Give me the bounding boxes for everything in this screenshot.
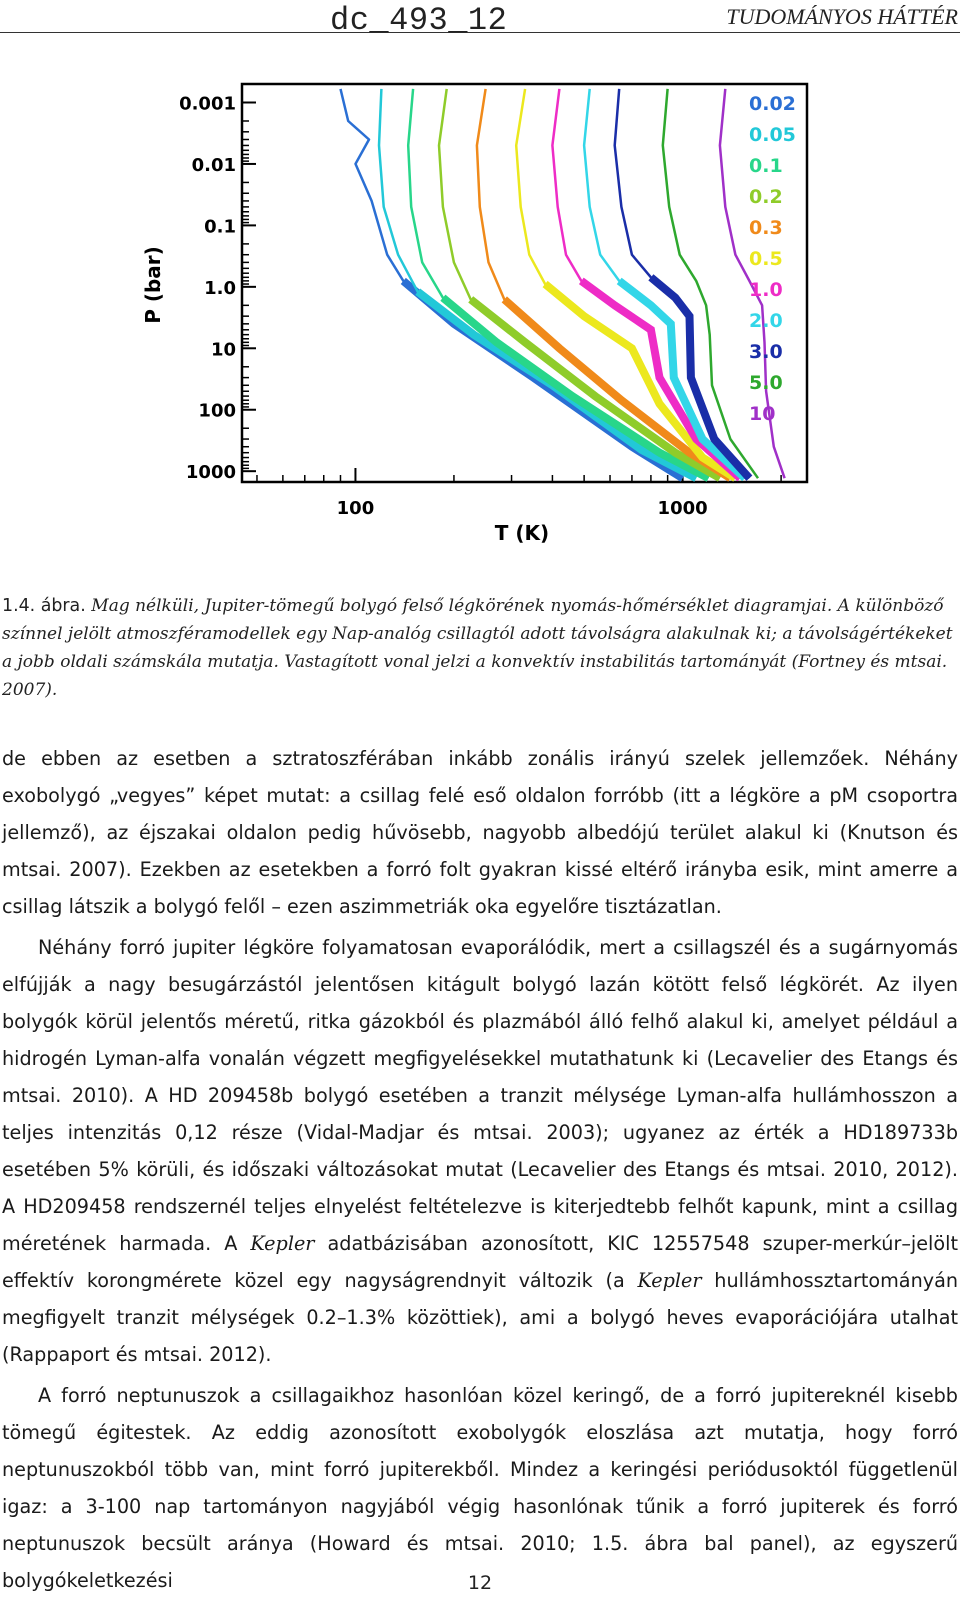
legend-label-0.05: 0.05 <box>749 124 796 146</box>
y-tick-label: 10 <box>210 339 236 361</box>
plot-frame <box>242 84 807 482</box>
legend-label-1.0: 1.0 <box>749 279 783 301</box>
caption-text: Mag nélküli, Jupiter-tömegű bolygó felső légkörének nyomás-hőmérséklet diagramjai. A különböző színnel jelölt atmoszféramodellek egy Nap-analóg csillagtól adott távolságra alakulnak ki; a távolságértékeket a jobb oldali számskála mutatja. Vastagított vonal jelzi a konvektív instabilitás tartományát (Fortney és mtsai. 2007). <box>2 596 953 700</box>
x-axis-label: T (K) <box>494 521 550 545</box>
paragraph-1: de ebben az esetben a sztratoszférában inkább zonális irányú szelek jellemzőek. Néhány exobolygó „vegyes” képet mutat: a csillag felé eső oldalon forróbb (itt a légköre a pM csoportra jellemző), az éjszakai oldalon pedig hűvösebb, nagyobb albedójú terület alakul ki (Knutson és mtsai. 2007). Ezekben az esetekben a forró folt gyakran kissé eltérő irányba esik, mint amerre a csillag látszik a bolygó felől – ezen aszimmetriák oka egyelőre tisztázatlan. <box>2 747 958 918</box>
legend-label-0.02: 0.02 <box>749 93 796 115</box>
page-number: 12 <box>467 1572 493 1594</box>
paragraph-2 <box>2 929 958 1373</box>
body-text <box>2 740 958 1599</box>
x-tick-label: 100 <box>336 498 375 519</box>
section-title: TUDOMÁNYOS HÁTTÉR <box>726 4 958 29</box>
figure-caption <box>2 592 958 704</box>
pt-diagram-figure <box>141 70 850 580</box>
pressure-temperature-chart <box>141 70 850 580</box>
legend-label-3.0: 3.0 <box>749 341 783 363</box>
y-tick-label: 1.0 <box>204 277 236 299</box>
paragraph-2-part-a: Néhány forró jupiter légköre folyamatosan evaporálódik, mert a csillagszél és a sugárnyomás elfújják a nagy besugárzástól jelentősen kitágult bolygó lazán kötött felső légkörét. Az ilyen bolygók körül jelentős méretű, ritka gázokból és plazmából álló felhő alakul ki, amelyet például a hidrogén Lyman-alfa vonalán végzett megfigyelésekkel mutathatunk ki (Lecavelier des Etangs és mtsai. 2010). A HD 209458b bolygó esetében a tranzit mélysége Lyman-alfa hullámhosszon a teljes intenzitás 0,12 része (Vidal-Madjar és mtsai. 2003); ugyanez az érték a HD189733b esetében 5% körüli, és időszaki változásokat mutat (Lecavelier des Etangs és mtsai. 2010, 2012). A HD209458 rendszernél teljes elnyelést feltételezve is kiterjedtebb felhőt kapunk, mint a csillag méretének harmada. A <box>2 936 958 1255</box>
paragraph-3: A forró neptunuszok a csillagaikhoz hasonlóan közel keringő, de a forró jupitereknél kisebb tömegű égitestek. Az eddig azonosított exobolygók eloszlása azt mutatja, hogy forró neptunuszokból több van, mint forró jupiterekből. Mindez a keringési periódusoktól függetlenül igaz: a 3-100 nap tartományon nagyjából végig hasonlónak tűnik a forró jupiterek és forró neptunuszok becsült aránya (Howard és mtsai. 2010; 1.5. ábra bal panel), az egyszerű bolygókeletkezési <box>2 1384 958 1592</box>
x-tick-label: 1000 <box>657 498 708 519</box>
legend-label-5.0: 5.0 <box>749 372 783 394</box>
y-tick-label: 0.001 <box>179 93 236 115</box>
y-tick-label: 100 <box>198 400 236 422</box>
legend-label-0.1: 0.1 <box>749 155 783 177</box>
kepler-term: Kepler <box>637 1269 702 1292</box>
y-tick-label: 0.1 <box>204 216 236 238</box>
legend-label-10: 10 <box>749 403 776 425</box>
paragraph-2-part-b: adatbázisában azonosított, KIC 12557548 szuper-merkúr–jelölt effektív korongmérete közel egy nagyságrendnyit változik (a <box>2 1232 958 1292</box>
document-id: dc_493_12 <box>330 2 508 39</box>
y-tick-label: 1000 <box>185 462 236 484</box>
legend-label-0.2: 0.2 <box>749 186 783 208</box>
y-axis-label: P (bar) <box>141 246 165 324</box>
running-header <box>0 0 960 39</box>
y-tick-label: 0.01 <box>191 154 236 176</box>
caption-label: 1.4. ábra. <box>2 596 86 616</box>
kepler-term: Kepler <box>250 1232 315 1255</box>
paragraph-2-part-c: hullámhossztartományán megfigyelt tranzit mélységek 0.2–1.3% közöttiek), ami a bolygó heves evaporációjára utalhat (Rappaport és mtsai. 2012). <box>2 1269 958 1366</box>
legend-label-0.3: 0.3 <box>749 217 783 239</box>
legend-label-2.0: 2.0 <box>749 310 783 332</box>
legend-label-0.5: 0.5 <box>749 248 783 270</box>
